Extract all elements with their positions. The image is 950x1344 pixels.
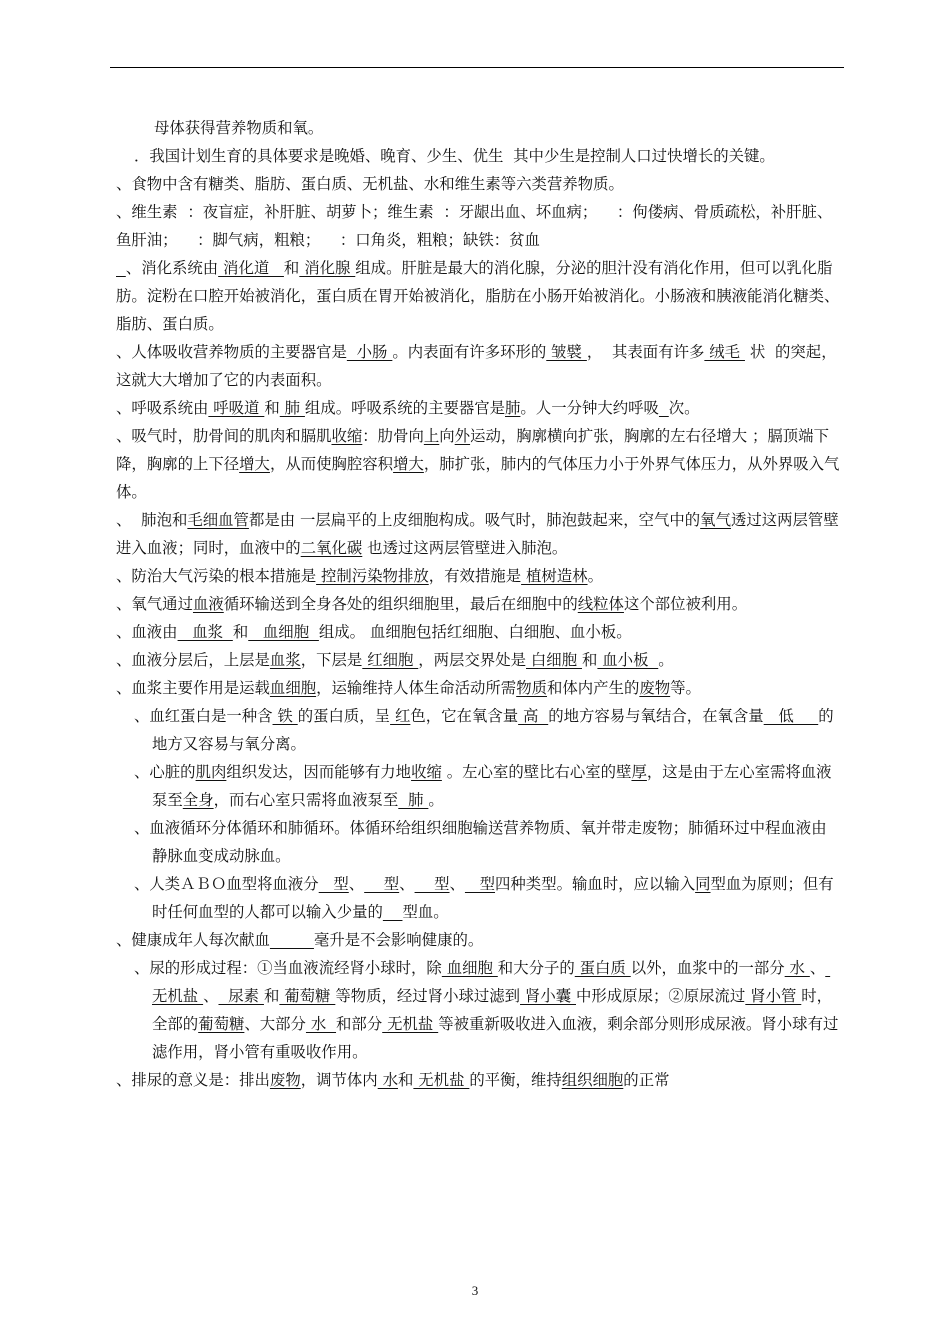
text-run: 和体内产生的 bbox=[547, 679, 640, 697]
text-run: 、大部分 bbox=[244, 1015, 306, 1033]
page-number: 3 bbox=[471, 1283, 479, 1298]
text-run: 、 bbox=[348, 875, 365, 893]
underlined-answer: 全身 bbox=[182, 791, 214, 809]
text-run: ．我国计划生育的具体要求是晚婚、晚育、少生、优生 其中少生是控制人口过快增长的关键。 bbox=[134, 147, 775, 165]
paragraph bbox=[116, 646, 840, 674]
underlined-answer: 同 bbox=[695, 875, 711, 893]
text-run: 组成。呼吸系统的主要器官是 bbox=[304, 399, 506, 417]
text-run: 、 bbox=[809, 959, 826, 977]
text-run: 、消化系统由 bbox=[125, 259, 219, 277]
text-run: 的正常 bbox=[623, 1071, 670, 1089]
underlined-answer: 型 bbox=[414, 875, 450, 893]
text-run: 循环输送到全身各处的组织细胞里，最后在细胞中的 bbox=[223, 595, 578, 613]
text-run: 、氧气通过 bbox=[116, 595, 193, 613]
underlined-answer: 高 bbox=[518, 707, 549, 725]
underlined-answer: 皱襞 bbox=[546, 343, 587, 361]
underlined-answer: 红 bbox=[390, 707, 411, 725]
text-run: 组成。 血细胞包括红细胞、白细胞、血小板。 bbox=[318, 623, 632, 641]
text-run: 和 bbox=[263, 987, 280, 1005]
underlined-answer: 组织细胞 bbox=[561, 1071, 624, 1089]
paragraph bbox=[116, 198, 840, 254]
text-run: 、 肺泡和 bbox=[116, 511, 188, 529]
text-run: 和 bbox=[283, 259, 300, 277]
paragraph bbox=[116, 170, 840, 198]
text-run: 这个部位被利用。 bbox=[623, 595, 748, 613]
underlined-answer: 二氧化碳 bbox=[300, 539, 363, 557]
text-run: 毫升是不会影响健康的。 bbox=[313, 931, 484, 949]
underlined-answer: 控制污染物排放 bbox=[316, 567, 429, 585]
underlined-answer: 肺 bbox=[398, 791, 429, 809]
paragraph bbox=[116, 506, 840, 562]
underlined-answer: 收缩 bbox=[411, 763, 442, 781]
text-run: 中形成原尿；②原尿流过 bbox=[576, 987, 746, 1005]
underlined-answer: 葡萄糖 bbox=[279, 987, 336, 1005]
text-run: 、血浆主要作用是运载 bbox=[116, 679, 270, 697]
underlined-answer: 氧气 bbox=[700, 511, 731, 529]
underlined-answer: 血小板 bbox=[597, 651, 659, 669]
text-run: 等被重新吸收进入血液，剩余部分则形成尿液。肾小球有过滤作用，肾小管有重吸收作用。 bbox=[152, 1015, 839, 1061]
text-run: 的地方容易与氧结合，在氧含量 bbox=[548, 707, 764, 725]
underlined-answer: 植树造林 bbox=[521, 567, 588, 585]
text-run: 次。 bbox=[668, 399, 700, 417]
paragraph bbox=[116, 870, 840, 926]
underlined-answer: 血细胞 bbox=[269, 679, 317, 697]
text-run: 、吸气时，肋骨间的肌肉和膈肌 bbox=[116, 427, 332, 445]
underlined-answer: 绒毛 bbox=[704, 343, 745, 361]
paragraph bbox=[116, 142, 840, 170]
text-run: ：肋骨向 bbox=[362, 427, 424, 445]
text-run: 的平衡，维持 bbox=[469, 1071, 562, 1089]
text-run: 、 bbox=[449, 875, 465, 893]
text-run: 状 的突起，这就大大增加了它的内表面积。 bbox=[116, 343, 837, 389]
paragraph bbox=[116, 590, 840, 618]
text-run: ，肺扩张，肺内的气体压力小于外界气体压力，从外界吸入气体。 bbox=[116, 455, 840, 501]
underlined-answer: 型 bbox=[464, 875, 496, 893]
text-run: ，这是由于左心室需将血液泵至 bbox=[152, 763, 832, 809]
underlined-answer: 血液 bbox=[192, 595, 224, 613]
underlined-answer: 水 bbox=[784, 959, 810, 977]
text-run: 四种类型。输血时，应以输入 bbox=[495, 875, 696, 893]
text-run: ，调节体内 bbox=[300, 1071, 378, 1089]
text-run: ，运输维持人体生命活动所需 bbox=[316, 679, 517, 697]
underlined-answer: 无机盐 bbox=[382, 1015, 439, 1033]
underlined-answer: 小肠 bbox=[346, 343, 393, 361]
underlined-answer: 毛细血管 bbox=[187, 511, 249, 529]
paragraph bbox=[116, 114, 840, 142]
paragraph bbox=[116, 758, 840, 814]
underlined-answer: 增大 bbox=[393, 455, 424, 473]
underlined-answer: 无机盐 bbox=[413, 1071, 470, 1089]
text-run: 、排尿的意义是：排出 bbox=[116, 1071, 270, 1089]
underlined-answer bbox=[270, 931, 314, 949]
text-run: 时，全部的 bbox=[152, 987, 833, 1033]
underlined-answer bbox=[383, 903, 403, 921]
paragraph bbox=[116, 814, 840, 870]
text-run: 、食物中含有糖类、脂肪、蛋白质、无机盐、水和维生素等六类营养物质。 bbox=[116, 175, 624, 193]
text-run: 、心脏的 bbox=[134, 763, 196, 781]
paragraph bbox=[116, 954, 840, 1066]
underlined-answer: 肺 bbox=[505, 399, 521, 417]
underlined-answer: 型 bbox=[364, 875, 400, 893]
text-run: 和 bbox=[264, 399, 280, 417]
text-run: 和 bbox=[232, 623, 249, 641]
text-run: 。人一分钟大约呼吸 bbox=[520, 399, 659, 417]
underlined-answer: 肾小囊 bbox=[520, 987, 576, 1005]
text-run: 、尿的形成过程：①当血液流经肾小球时，除 bbox=[134, 959, 442, 977]
underlined-answer: 增大 bbox=[239, 455, 270, 473]
text-run: 和大分子的 bbox=[497, 959, 575, 977]
text-run: 向 bbox=[439, 427, 455, 445]
underlined-answer: 物质 bbox=[516, 679, 547, 697]
underlined-answer: 消化腺 bbox=[299, 259, 356, 277]
text-run: 等。 bbox=[670, 679, 701, 697]
text-run: 组织发达，因而能够有力地 bbox=[226, 763, 412, 781]
paragraph bbox=[116, 618, 840, 646]
paragraph bbox=[116, 422, 840, 506]
text-run: 、 bbox=[399, 875, 415, 893]
underlined-answer: 血细胞 bbox=[441, 959, 498, 977]
text-run: ，下层是 bbox=[300, 651, 363, 669]
text-run: ，从而使胸腔容积 bbox=[269, 455, 394, 473]
underlined-answer: 上 bbox=[423, 427, 440, 445]
underlined-answer: 外 bbox=[454, 427, 471, 445]
paragraph bbox=[116, 394, 840, 422]
underlined-answer: 厚 bbox=[631, 763, 647, 781]
text-run: 、血液分层后，上层是 bbox=[116, 651, 270, 669]
paragraph bbox=[116, 254, 840, 338]
text-run: 、维生素 ：夜盲症，补肝脏、胡萝卜；维生素 ：牙龈出血、坏血病； ：佝偻病、骨质疏松，补肝脏、鱼肝油； ：脚气病，粗粮； ：口角炎，粗粮；缺铁：贫血 bbox=[116, 203, 833, 249]
text-run: 母体获得营养物质和氧。 bbox=[154, 119, 324, 137]
underlined-answer: 白细胞 bbox=[526, 651, 582, 669]
paragraph bbox=[116, 338, 840, 394]
paragraph bbox=[116, 702, 840, 758]
underlined-answer: 血浆 bbox=[177, 623, 233, 641]
text-run: 、呼吸系统由 bbox=[116, 399, 209, 417]
text-run: ，两层交界处是 bbox=[418, 651, 527, 669]
text-run: 和部分 bbox=[336, 1015, 383, 1033]
underlined-answer: 红细胞 bbox=[362, 651, 419, 669]
text-run: 运动，胸廓横向扩张，胸廓的左右径增大 ；膈顶端下降，胸廓的上下径 bbox=[116, 427, 829, 473]
text-run: 和 bbox=[397, 1071, 414, 1089]
text-run: 、血液循环分体循环和肺循环。体循环给组织细胞输送营养物质、氧并带走废物；肺循环过中程血液由静脉血变成动脉血。 bbox=[134, 819, 827, 865]
text-run: 。 bbox=[587, 567, 603, 585]
underlined-answer: 低 bbox=[763, 707, 819, 725]
text-run: 。 bbox=[658, 651, 674, 669]
text-run: 透过这两层管壁进入血液；同时，血液中的 bbox=[116, 511, 839, 557]
text-run: 组成。肝脏是最大的消化腺，分泌的胆汁没有消化作用，但可以乳化脂肪。淀粉在口腔开始被消化，蛋白质在胃开始被消化，脂肪在小肠开始被消化。小肠液和胰液能消化糖类、脂肪、蛋白质。 bbox=[116, 259, 840, 333]
text-run: 、血液由 bbox=[116, 623, 178, 641]
text-run: 、人类ＡＢＯ血型将血液分 bbox=[134, 875, 319, 893]
text-run: 。内表面有许多环形的 bbox=[392, 343, 547, 361]
text-run: 、健康成年人每次献血 bbox=[116, 931, 270, 949]
underlined-answer: 收缩 bbox=[331, 427, 363, 445]
paragraph bbox=[116, 674, 840, 702]
underlined-answer: 线粒体 bbox=[577, 595, 624, 613]
text-run: 的地方又容易与氧分离。 bbox=[152, 707, 834, 753]
underlined-answer: 水 bbox=[377, 1071, 398, 1089]
underlined-answer: 水 bbox=[305, 1015, 337, 1033]
document-body bbox=[116, 114, 840, 1094]
underlined-answer: 型 bbox=[318, 875, 349, 893]
underlined-answer: 肺 bbox=[279, 399, 305, 417]
text-run: 、血红蛋白是一种含 bbox=[134, 707, 273, 725]
text-run: 也透过这两层管壁进入肺泡。 bbox=[362, 539, 568, 557]
text-run: 色，它在氧含量 bbox=[410, 707, 519, 725]
underlined-answer: 消化道 bbox=[218, 259, 284, 277]
underlined-answer bbox=[659, 399, 669, 417]
underlined-answer: 铁 bbox=[272, 707, 298, 725]
text-run: 等物质，经过肾小球过滤到 bbox=[335, 987, 521, 1005]
underlined-answer: 葡萄糖 bbox=[198, 1015, 245, 1033]
underlined-answer: 血细胞 bbox=[248, 623, 319, 641]
underlined-answer: 尿素 bbox=[218, 987, 264, 1005]
text-run: 。 bbox=[428, 791, 444, 809]
underlined-answer: 呼吸道 bbox=[208, 399, 265, 417]
underlined-answer: 无机盐 bbox=[152, 959, 831, 1005]
text-run: 型血为原则；但有时任何血型的人都可以输入少量的 bbox=[152, 875, 834, 921]
text-run: ，有效措施是 bbox=[428, 567, 522, 585]
underlined-answer: 肌肉 bbox=[195, 763, 227, 781]
underlined-answer bbox=[116, 259, 126, 277]
underlined-answer: 肾小管 bbox=[745, 987, 802, 1005]
text-run: 以外，血浆中的一部分 bbox=[630, 959, 785, 977]
text-run: ， 其表面有许多 bbox=[586, 343, 705, 361]
text-run: 的蛋白质，呈 bbox=[297, 707, 391, 725]
text-run: 、人体吸收营养物质的主要器官是 bbox=[116, 343, 347, 361]
paragraph bbox=[116, 1066, 840, 1094]
text-run: 型血。 bbox=[402, 903, 449, 921]
text-run: 、 bbox=[203, 987, 219, 1005]
text-run: 都是由 一层扁平的上皮细胞构成。吸气时，肺泡鼓起来，空气中的 bbox=[248, 511, 701, 529]
text-run: ，而右心室只需将血液泵至 bbox=[213, 791, 399, 809]
underlined-answer: 蛋白质 bbox=[574, 959, 631, 977]
underlined-answer: 血浆 bbox=[269, 651, 301, 669]
underlined-answer: 废物 bbox=[269, 1071, 301, 1089]
text-run: 、防治大气污染的根本措施是 bbox=[116, 567, 317, 585]
underlined-answer: 废物 bbox=[639, 679, 671, 697]
header-rule bbox=[110, 67, 844, 68]
paragraph bbox=[116, 562, 840, 590]
text-run: 和 bbox=[581, 651, 598, 669]
paragraph bbox=[116, 926, 840, 954]
text-run: 。左心室的壁比右心室的壁 bbox=[441, 763, 632, 781]
